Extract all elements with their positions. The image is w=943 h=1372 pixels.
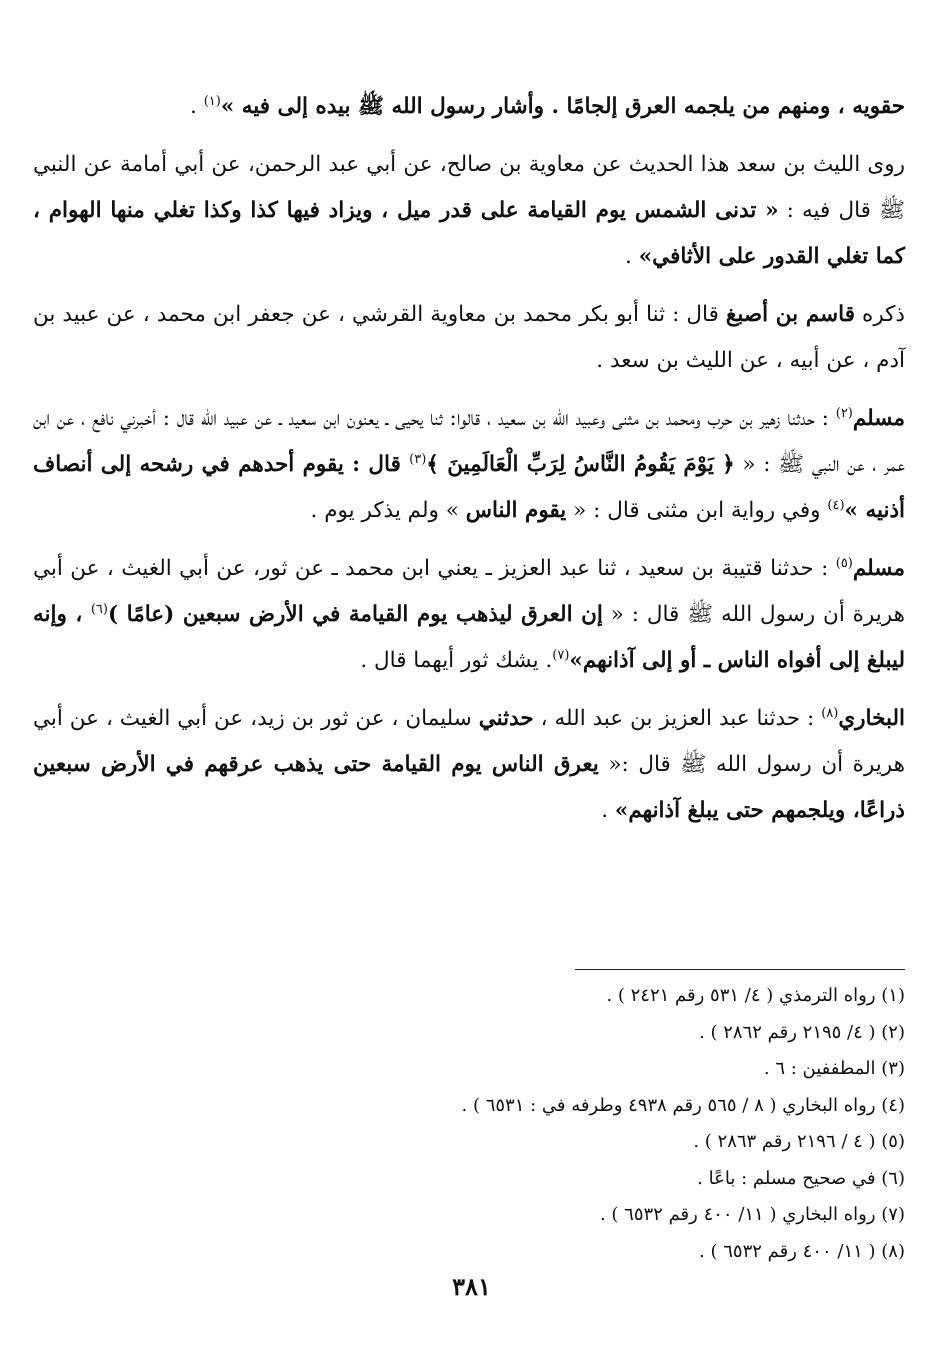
paragraph [33, 396, 905, 534]
footnote: (١) رواه الترمذي ( ٤/ ٥٣١ رقم ٢٤٢١ ) . [606, 985, 905, 1006]
text-run: : حدثنا زهير بن حرب ومحمد بن مثنى وعبيد الله بن سعيد ، قالوا: ثنا يحيى ـ يعنون ابن سعيد ـ عن عبيد الله قال : أخبرني نافع ، عن ابن عمر ، عن النبي ﷺ : « [33, 406, 905, 477]
text-run: ﴿ يَوْمَ يَقُومُ النَّاسُ لِرَبِّ الْعَالَمِينَ ﴾ [426, 452, 735, 477]
footnote-ref: (٥) [835, 555, 853, 571]
footnote: (٣) المطففين : ٦ . [763, 1058, 905, 1079]
footnote: (٤) رواه البخاري ( ٨ / ٥٦٥ رقم ٤٩٣٨ وطرفه في : ٦٥٣١ ) . [461, 1094, 905, 1116]
text-run: ذكره [855, 302, 905, 327]
footnote-ref: (٢) [835, 405, 853, 421]
paragraph [33, 696, 905, 834]
text-run: حقويه ، ومنهم من يلجمه العرق إلجامًا . وأشار رسول الله ﷺ بيده إلى فيه » [220, 94, 905, 119]
text-run: حدثني [478, 706, 534, 731]
text-run: قال : يقوم أحدهم في رشحه إلى أنصاف أذنيه » [33, 452, 905, 523]
text-run: سليمان ، عن ثور بن زيد، عن أبي الغيث ، عن أبي هريرة أن رسول الله ﷺ قال :« [33, 706, 905, 777]
text-run: يعرق الناس يوم القيامة حتى يذهب عرقهم في الأرض سبعين ذراعًا، ويلجمهم حتى يبلغ آذانهم» [33, 752, 905, 823]
text-run: روى الليث بن سعد هذا الحديث عن معاوية بن صالح، عن أبي عبد الرحمن، عن أبي أمامة عن النبي ﷺ قال فيه : [33, 152, 905, 223]
text-run: ، وإنه ليبلغ إلى أفواه الناس ـ أو إلى آذانهم» [33, 602, 905, 673]
footnotes [33, 978, 905, 1270]
footnote: (٦) في صحيح مسلم : باعًا . [697, 1167, 905, 1189]
footnote-ref: (١) [203, 93, 221, 109]
text-run: : حدثنا عبد العزيز بن عبد الله ، [533, 706, 822, 731]
text-run: . [601, 798, 615, 823]
text-run: » ولم يذكر يوم . [310, 498, 466, 523]
text-run: يقوم الناس [465, 498, 567, 523]
text-run: . [625, 244, 639, 269]
text-run: مسلم [852, 556, 905, 581]
text-run: إن العرق ليذهب يوم القيامة في الأرض سبعين (عامًا ) [107, 602, 603, 627]
footnote: (٨) ( ١١/ ٤٠٠ رقم ٦٥٣٢ ) . [699, 1240, 905, 1262]
text-run: البخاري [838, 706, 905, 731]
footnote: (٧) رواه البخاري ( ١١/ ٤٠٠ رقم ٦٥٣٢ ) . [599, 1204, 905, 1225]
footnote: (٢) ( ٤/ ٢١٩٥ رقم ٢٨٦٢ ) . [699, 1021, 905, 1043]
text-run: وفي رواية ابن مثنى قال : « [566, 498, 828, 523]
paragraph [33, 142, 905, 280]
paragraph [33, 292, 905, 384]
footnote: (٥) ( ٤ / ٢١٩٦ رقم ٢٨٦٣ ) . [693, 1131, 905, 1152]
text-run: قاسم بن أصبغ [725, 302, 855, 327]
page-number: ٣٨١ [452, 1272, 491, 1301]
main-text [33, 78, 905, 846]
paragraph [33, 84, 905, 130]
footnote-ref: (٤) [827, 497, 845, 513]
footnote-ref: (٣) [409, 451, 427, 467]
footnote-ref: (٨) [821, 705, 839, 721]
footnote-ref: (٦) [90, 601, 108, 617]
text-run: . [190, 94, 204, 119]
text-run: « تدنى الشمس يوم القيامة على قدر ميل ، ويزاد فيها كذا وكذا تغلي منها الهوام ، كما تغلي القدور على الأثافي» [33, 198, 905, 269]
paragraph [33, 546, 905, 684]
text-run: قال : ثنا أبو بكر محمد بن معاوية القرشي ، عن جعفر ابن محمد ، عن عبيد بن آدم ، عن أبيه ، عن الليث بن سعد . [33, 302, 905, 373]
footnote-ref: (٧) [552, 647, 570, 663]
text-run: . يشك ثور أيهما قال . [360, 648, 553, 673]
text-run: : حدثنا قتيبة بن سعيد ، ثنا عبد العزيز ـ يعني ابن محمد ـ عن ثور، عن أبي الغيث ، عن أبي هريرة أن رسول الله ﷺ قال : « [33, 556, 905, 627]
text-run: مسلم [852, 406, 905, 431]
footnote-separator [575, 969, 905, 970]
